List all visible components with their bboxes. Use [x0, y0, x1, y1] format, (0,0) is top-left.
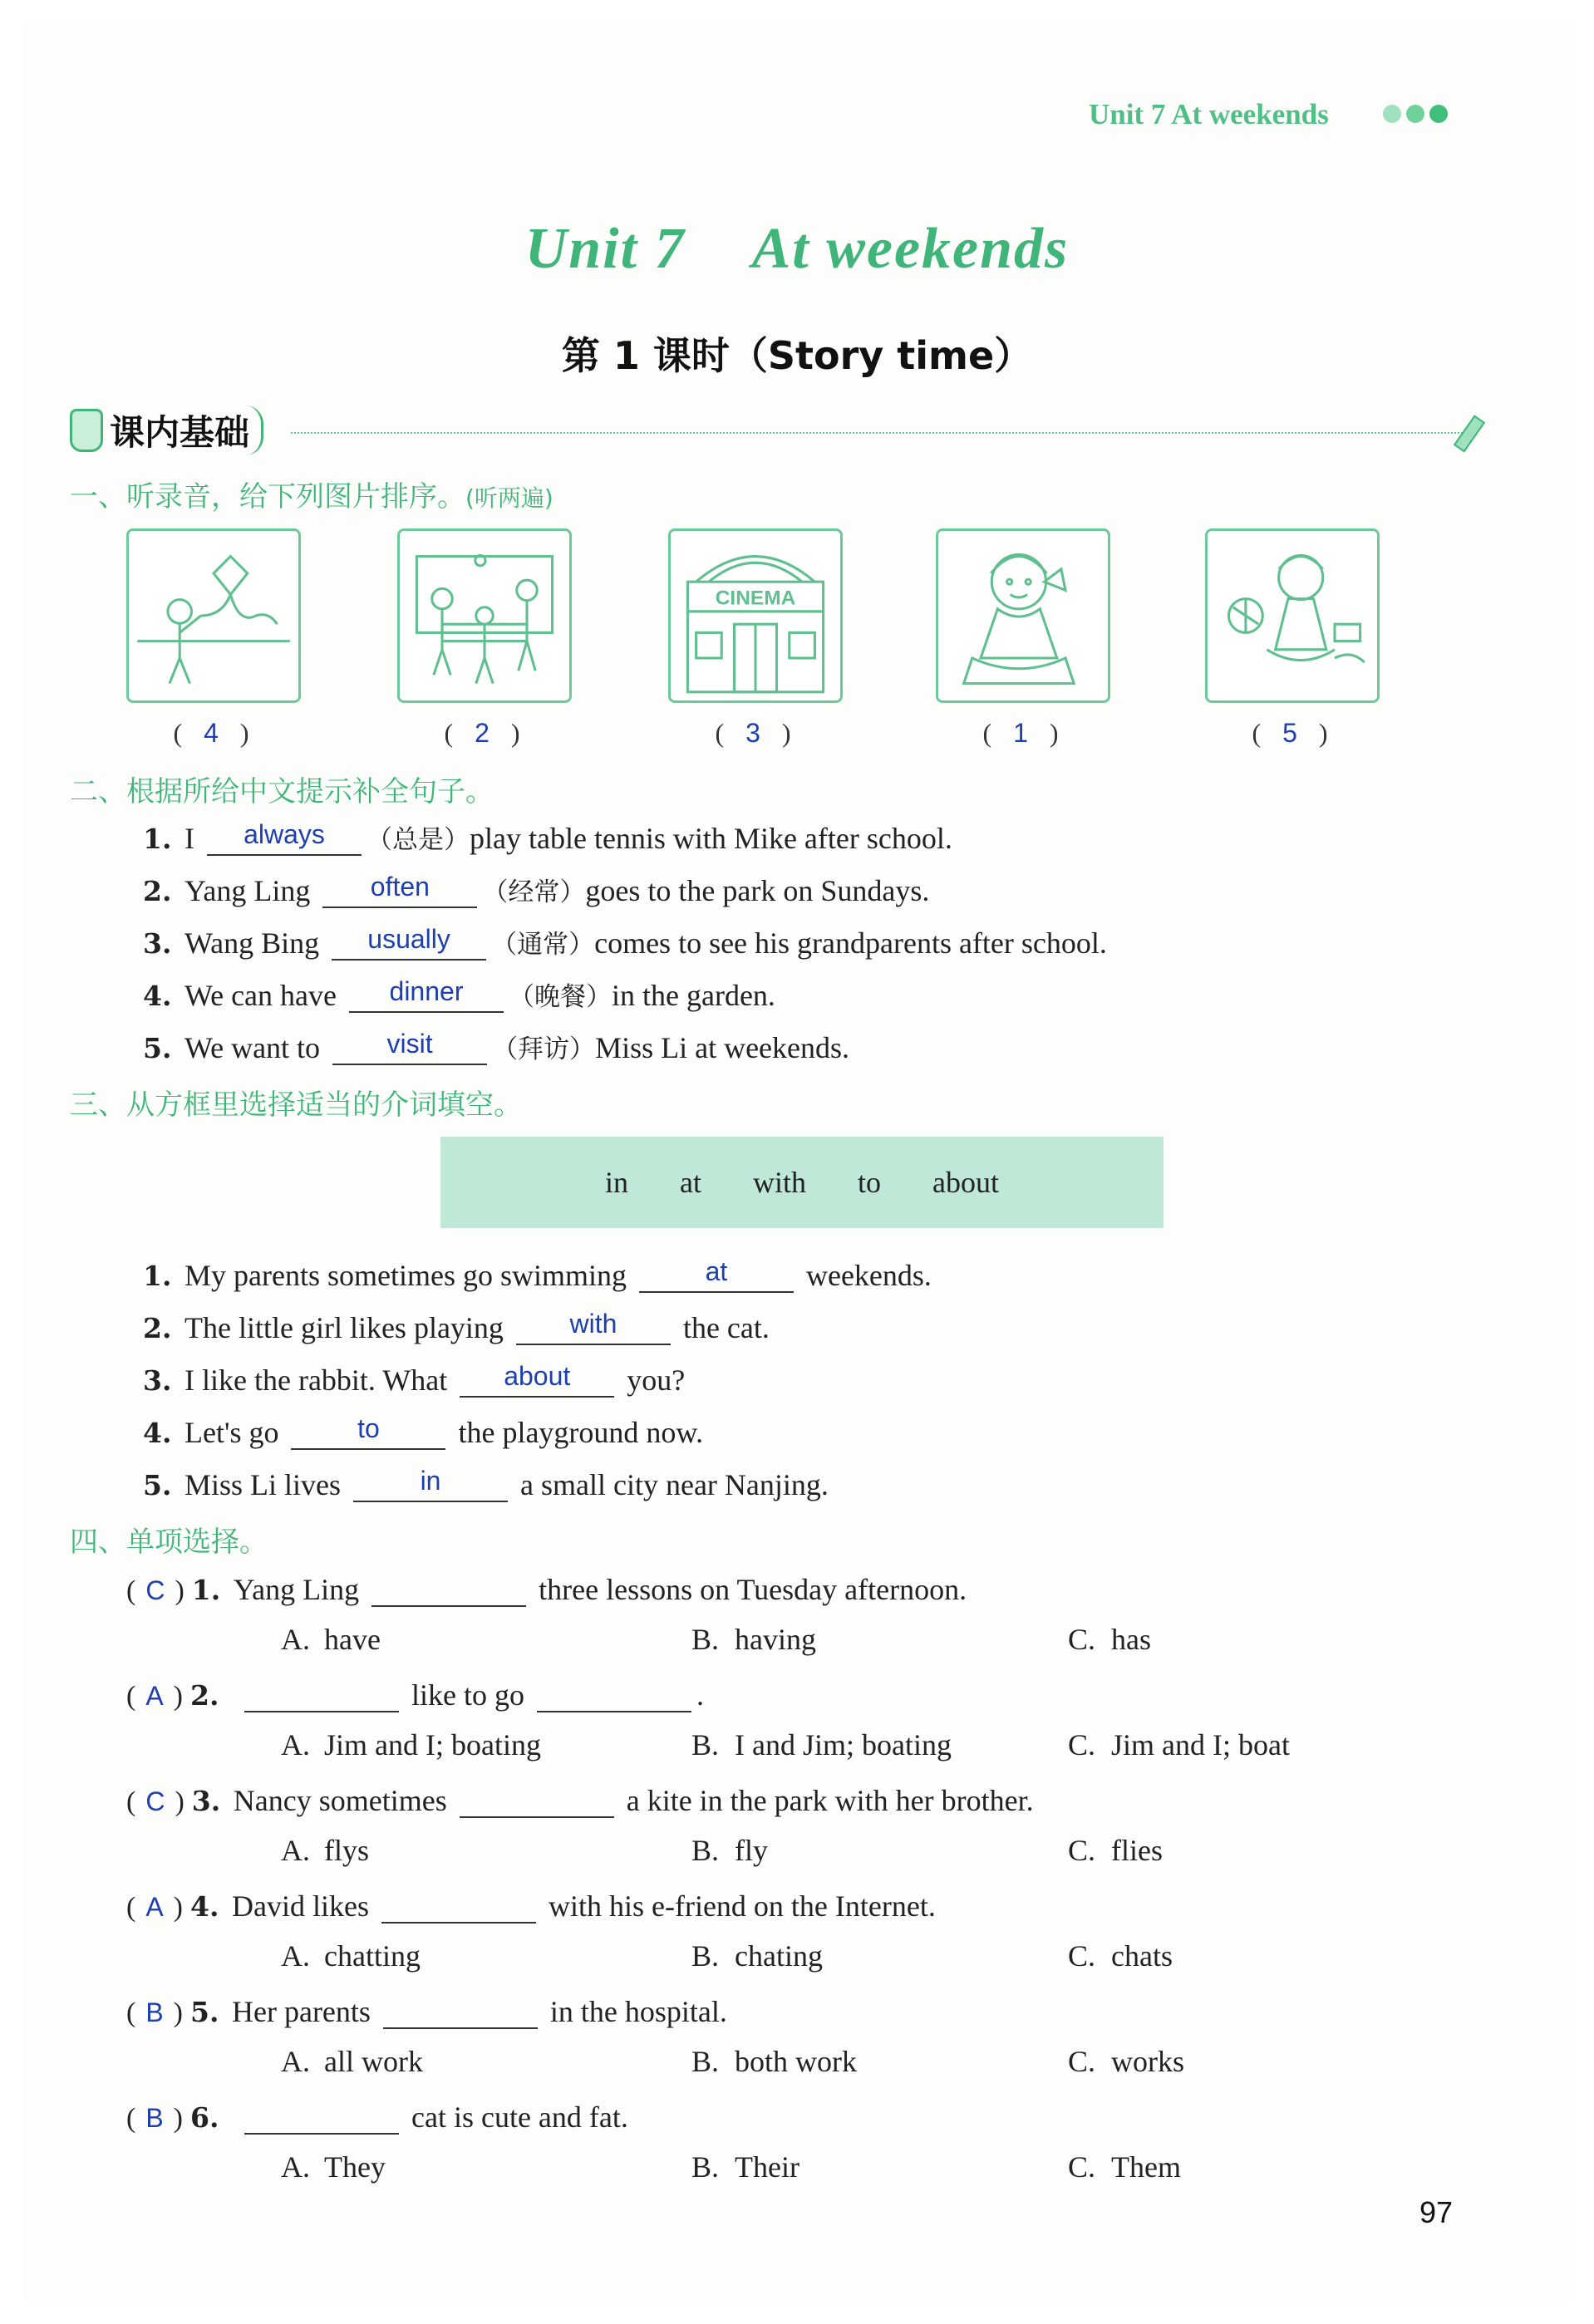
- order-answer: 3: [745, 718, 760, 748]
- option-text: all work: [324, 2045, 423, 2078]
- word-option: with: [752, 1166, 806, 1199]
- table-tennis-icon: [397, 528, 572, 703]
- chinese-hint: （总是）: [367, 825, 470, 855]
- option-text: have: [324, 1623, 381, 1656]
- mc-answer: C: [145, 1575, 165, 1605]
- order-answer: 5: [1282, 718, 1297, 748]
- answer-text: about: [504, 1361, 571, 1391]
- mc-answer: B: [145, 1997, 164, 2027]
- word-option: at: [680, 1166, 701, 1199]
- option-a[interactable]: A. flys: [281, 1834, 369, 1867]
- stem-text: Yang Ling: [233, 1573, 360, 1606]
- stem-text: with his e-friend on the Internet.: [548, 1889, 936, 1923]
- option-text: Jim and I; boat: [1111, 1728, 1290, 1761]
- header-dots: [1383, 105, 1448, 123]
- sentence-after: comes to see his grandparents after school.: [594, 926, 1107, 960]
- order-5: ( 5 ): [1252, 718, 1328, 748]
- item-number: 3.: [143, 1364, 172, 1397]
- answer-text: in: [420, 1466, 441, 1496]
- order-2: ( 2 ): [444, 718, 520, 748]
- option-a[interactable]: A. all work: [281, 2045, 423, 2078]
- answer-text: usually: [367, 924, 450, 954]
- sentence-after: goes to the park on Sundays.: [585, 874, 930, 907]
- q4-heading: 四、单项选择。: [70, 1526, 268, 1559]
- mc-answer: A: [145, 1892, 164, 1922]
- item-number: 3.: [143, 927, 172, 960]
- answer-paren: ( A ): [126, 1681, 183, 1712]
- option-c[interactable]: C. flies: [1068, 1834, 1163, 1867]
- option-text: works: [1111, 2045, 1184, 2078]
- sentence-before: Miss Li lives: [184, 1468, 342, 1501]
- running-header: Unit 7 At weekends: [1089, 98, 1329, 130]
- answer-blank[interactable]: [332, 924, 486, 961]
- order-3: ( 3 ): [715, 718, 791, 748]
- option-text: flies: [1111, 1834, 1163, 1867]
- mc-question: [126, 1781, 1034, 1818]
- answer-blank[interactable]: [353, 1466, 508, 1502]
- stem-text: cat is cute and fat.: [411, 2100, 628, 2134]
- order-answer: 1: [1013, 718, 1028, 748]
- answer-blank[interactable]: [349, 976, 504, 1013]
- word-option: in: [604, 1166, 628, 1199]
- chinese-hint: （通常）: [491, 930, 595, 960]
- q2-item: [143, 871, 929, 908]
- item-number: 5.: [190, 1996, 219, 2028]
- answer-paren: ( C ): [126, 1575, 184, 1606]
- sentence-after: the playground now.: [458, 1416, 704, 1449]
- option-c[interactable]: C. has: [1068, 1623, 1151, 1656]
- dot-icon: [1406, 105, 1424, 123]
- option-text: Jim and I; boating: [324, 1728, 541, 1761]
- chinese-hint: （拜访）: [492, 1034, 596, 1064]
- item-number: 1.: [143, 1260, 172, 1292]
- sentence-before: We want to: [184, 1031, 321, 1064]
- chinese-hint: （晚餐）: [509, 982, 612, 1012]
- sentence-after: weekends.: [805, 1259, 932, 1292]
- stem-blank: [383, 1992, 538, 2029]
- option-text: They: [324, 2150, 386, 2184]
- stem-text: like to go: [411, 1678, 524, 1712]
- answer-text: to: [357, 1413, 380, 1443]
- sentence-before: Yang Ling: [184, 874, 311, 907]
- mc-question: [126, 1570, 967, 1607]
- girl-toys-icon: [1205, 528, 1380, 703]
- option-text: chatting: [324, 1939, 421, 1973]
- mc-question: [126, 1676, 704, 1712]
- item-number: 4.: [190, 1890, 219, 1923]
- option-c[interactable]: C. Them: [1068, 2150, 1181, 2184]
- option-text: has: [1111, 1623, 1151, 1656]
- option-text: chats: [1111, 1939, 1173, 1973]
- sentence-after: a small city near Nanjing.: [520, 1468, 829, 1501]
- q3-item: [143, 1466, 829, 1502]
- option-text: flys: [324, 1834, 369, 1867]
- option-a[interactable]: A. They: [281, 2150, 386, 2184]
- stem-blank: [381, 1887, 536, 1924]
- item-number: 5.: [143, 1032, 172, 1064]
- option-a[interactable]: A. have: [281, 1623, 381, 1656]
- option-b[interactable]: B. having: [691, 1623, 816, 1656]
- unit-title: [0, 216, 1594, 283]
- answer-blank[interactable]: [207, 819, 362, 856]
- item-number: 2.: [190, 1679, 219, 1712]
- option-text: I and Jim; boating: [735, 1728, 952, 1761]
- stem-text: Her parents: [232, 1995, 371, 2028]
- mc-answer: B: [145, 2103, 164, 2133]
- answer-text: visit: [386, 1029, 433, 1059]
- q1-note: (听两遍): [465, 484, 553, 512]
- sentence-after: Miss Li at weekends.: [595, 1031, 850, 1064]
- stem-text: three lessons on Tuesday afternoon.: [539, 1573, 967, 1606]
- item-number: 5.: [143, 1469, 172, 1501]
- sentence-after: play table tennis with Mike after school.: [470, 822, 952, 855]
- sentence-before: I: [184, 822, 194, 855]
- word-option: to: [858, 1166, 882, 1199]
- option-text: having: [735, 1623, 816, 1656]
- q2-item: [143, 923, 1107, 961]
- lesson-subtitle: 第 1 课时（Story time）: [561, 333, 1033, 378]
- chinese-hint: （经常）: [482, 877, 586, 907]
- q3-item: [143, 1413, 703, 1450]
- answer-blank[interactable]: [332, 1029, 487, 1065]
- answer-paren: ( C ): [126, 1786, 184, 1817]
- answer-text: at: [705, 1256, 728, 1286]
- answer-text: dinner: [389, 976, 464, 1006]
- order-1: ( 4 ): [173, 718, 249, 748]
- answer-text: often: [370, 872, 430, 902]
- answer-blank[interactable]: [639, 1256, 794, 1293]
- section-banner: [70, 405, 263, 455]
- option-c[interactable]: C. works: [1068, 2045, 1184, 2078]
- item-number: 6.: [190, 2101, 219, 2134]
- sentence-before: Let's go: [184, 1416, 279, 1449]
- page-number: 97: [1419, 2195, 1454, 2229]
- dot-icon: [1429, 105, 1448, 123]
- sentence-before: I like the rabbit. What: [184, 1363, 448, 1397]
- answer-text: always: [244, 819, 325, 849]
- option-c[interactable]: C. chats: [1068, 1939, 1173, 1973]
- sentence-before: Wang Bing: [184, 926, 320, 960]
- option-text: both work: [735, 2045, 857, 2078]
- mc-answer: A: [145, 1681, 164, 1711]
- mc-answer: C: [145, 1786, 165, 1816]
- option-text: Them: [1111, 2150, 1181, 2184]
- item-number: 1.: [143, 823, 172, 855]
- q1-heading-text: 一、听录音，给下列图片排序。: [70, 480, 465, 513]
- option-a[interactable]: A. chatting: [281, 1939, 421, 1973]
- stem-text: Nancy sometimes: [233, 1784, 447, 1817]
- order-answer: 4: [204, 718, 219, 748]
- item-number: 2.: [143, 1312, 172, 1344]
- q2-item: [143, 818, 952, 856]
- option-b[interactable]: B. I and Jim; boating: [691, 1728, 952, 1761]
- stem-blank: [244, 2098, 399, 2135]
- stem-text: in the hospital.: [549, 1995, 727, 2028]
- sentence-after: in the garden.: [612, 979, 775, 1012]
- q1-heading: [70, 474, 553, 514]
- answer-paren: ( A ): [126, 1892, 183, 1923]
- item-number: 4.: [143, 1417, 172, 1449]
- option-c[interactable]: C. Jim and I; boat: [1068, 1728, 1290, 1761]
- mc-question: [126, 1887, 936, 1924]
- sentence-after: the cat.: [682, 1311, 770, 1344]
- answer-paren: ( B ): [126, 1997, 183, 2028]
- sentence-before: We can have: [184, 979, 337, 1012]
- stem-blank: [460, 1781, 614, 1818]
- option-b[interactable]: B. fly: [691, 1834, 768, 1867]
- order-4: ( 1 ): [982, 718, 1059, 748]
- option-b[interactable]: B. Their: [691, 2150, 799, 2184]
- item-number: 1.: [191, 1574, 221, 1606]
- stem-blank: [244, 1676, 399, 1712]
- answer-blank[interactable]: [291, 1413, 445, 1450]
- answer-blank[interactable]: [516, 1309, 671, 1345]
- q3-item: [143, 1256, 932, 1293]
- section-label: 课内基础: [110, 405, 263, 455]
- stem-blank: [371, 1570, 526, 1607]
- q2-heading: 二、根据所给中文提示补全句子。: [70, 775, 494, 808]
- kite-icon: [126, 528, 301, 703]
- mc-question: [126, 2098, 628, 2135]
- answer-paren: ( B ): [126, 2103, 183, 2134]
- banner-divider: [291, 432, 1463, 434]
- dot-icon: [1383, 105, 1401, 123]
- stem-text: .: [696, 1678, 704, 1712]
- item-number: 4.: [143, 980, 172, 1012]
- unit-name: At weekends: [751, 217, 1070, 281]
- word-box: [440, 1137, 1164, 1228]
- order-answer: 2: [475, 718, 490, 748]
- item-number: 3.: [191, 1785, 221, 1817]
- stem-text: a kite in the park with her brother.: [626, 1784, 1034, 1817]
- sentence-before: The little girl likes playing: [184, 1311, 504, 1344]
- option-text: chating: [735, 1939, 823, 1973]
- option-a[interactable]: A. Jim and I; boating: [281, 1728, 541, 1761]
- q3-item: [143, 1309, 770, 1345]
- cinema-icon: [668, 528, 843, 703]
- stem-text: David likes: [232, 1889, 369, 1923]
- item-number: 2.: [143, 875, 172, 907]
- unit-number: Unit 7: [524, 217, 686, 281]
- q2-item: [143, 1028, 849, 1065]
- cinema-sign: CINEMA: [715, 587, 796, 610]
- leaf-icon: [70, 409, 103, 452]
- option-b[interactable]: B. both work: [691, 2045, 857, 2078]
- stem-blank: [537, 1676, 691, 1712]
- q3-heading: 三、从方框里选择适当的介词填空。: [70, 1088, 522, 1122]
- sentence-before: My parents sometimes go swimming: [184, 1259, 627, 1292]
- word-option: about: [932, 1166, 999, 1199]
- option-b[interactable]: B. chating: [691, 1939, 823, 1973]
- answer-blank[interactable]: [322, 872, 477, 908]
- sentence-after: you?: [627, 1363, 686, 1397]
- option-text: Their: [735, 2150, 799, 2184]
- answer-text: with: [569, 1309, 617, 1339]
- answer-blank[interactable]: [460, 1361, 614, 1398]
- q2-item: [143, 975, 775, 1013]
- option-text: fly: [735, 1834, 768, 1867]
- girl-phone-icon: [936, 528, 1110, 703]
- q3-item: [143, 1361, 685, 1398]
- mc-question: [126, 1992, 727, 2029]
